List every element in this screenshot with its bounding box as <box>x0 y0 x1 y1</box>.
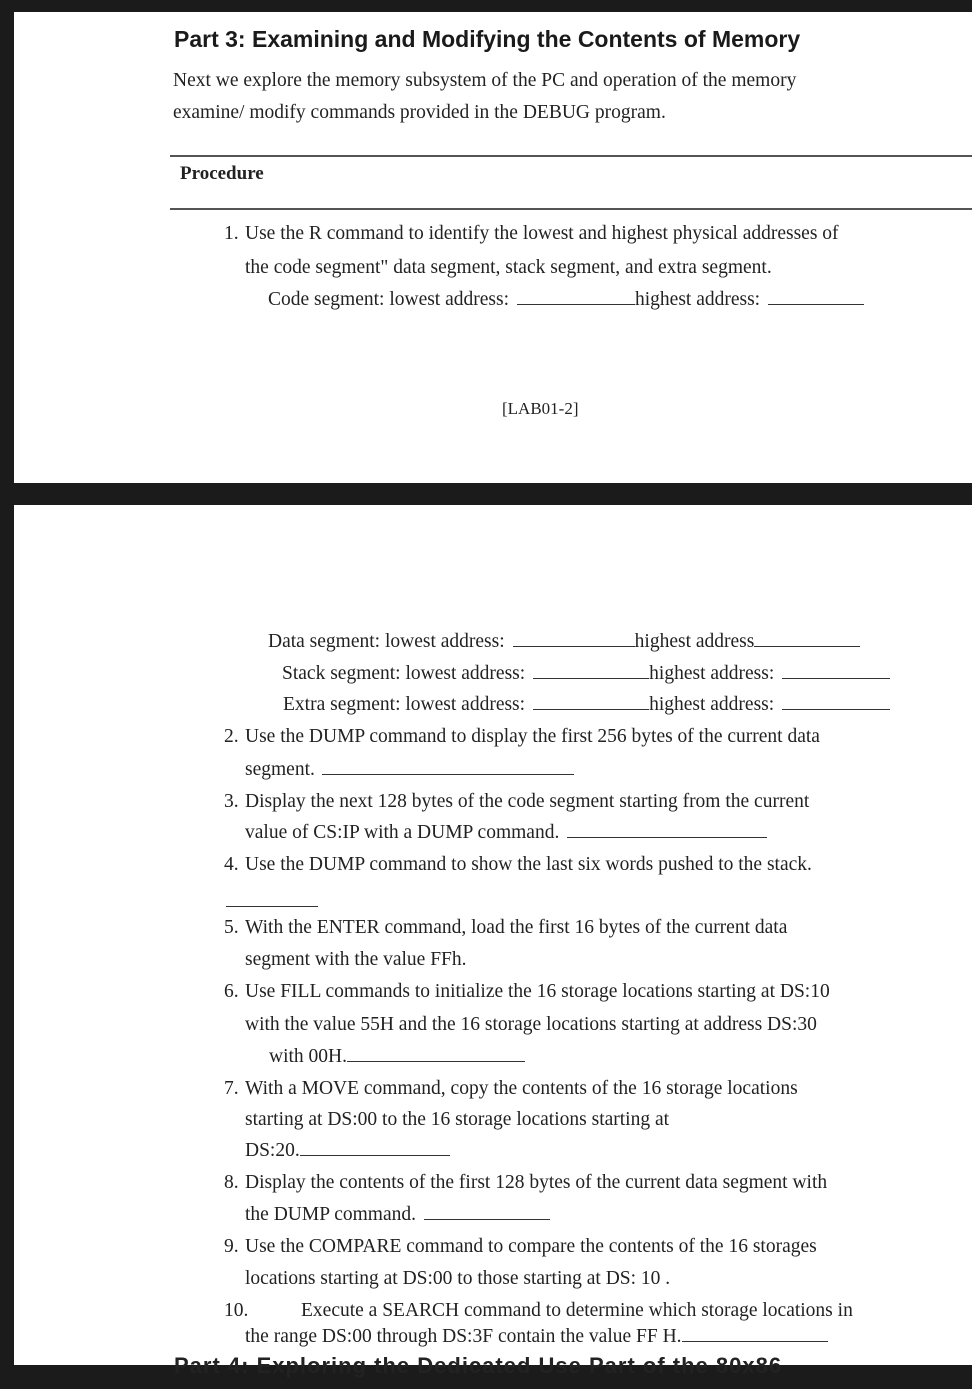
document-page-2 <box>14 505 972 1378</box>
step-4-blank[interactable] <box>226 905 318 907</box>
step-5-line-1: With the ENTER command, load the first 16 bytes of the current data <box>245 917 788 938</box>
step-8-number: 8. <box>224 1172 239 1193</box>
document-page-1 <box>14 12 972 483</box>
step-3-number: 3. <box>224 791 239 812</box>
step-2-line-2: segment. <box>245 759 574 781</box>
extra-low-label: Extra segment: lowest address: <box>283 694 526 715</box>
step-9-line-1: Use the COMPARE command to compare the contents of the 16 storages <box>245 1236 817 1257</box>
code-segment-row <box>268 289 864 311</box>
code-high-label: highest address: <box>635 289 761 310</box>
data-high-blank[interactable] <box>754 645 860 647</box>
step-6-line-1: Use FILL commands to initialize the 16 storage locations starting at DS:10 <box>245 981 830 1002</box>
data-low-label: Data segment: lowest address: <box>268 631 505 652</box>
step-6-line-2: with the value 55H and the 16 storage locations starting at address DS:30 <box>245 1014 817 1035</box>
stack-low-blank[interactable] <box>533 677 649 679</box>
data-high-label: highest address <box>634 631 755 652</box>
procedure-heading: Procedure <box>180 163 264 184</box>
code-high-blank[interactable] <box>768 303 864 305</box>
step-3-blank[interactable] <box>567 836 767 838</box>
step-4-line-1: Use the DUMP command to show the last six words pushed to the stack. <box>245 854 812 875</box>
extra-high-label: highest address: <box>649 694 775 715</box>
page-label: [LAB01-2] <box>502 399 579 418</box>
stack-segment-row <box>282 663 890 685</box>
step-8-line-1: Display the contents of the first 128 bytes of the current data segment with <box>245 1172 828 1193</box>
stack-low-label: Stack segment: lowest address: <box>282 663 526 684</box>
step-2-line-1: Use the DUMP command to display the first 256 bytes of the current data <box>245 726 820 747</box>
divider-bottom <box>170 208 972 210</box>
step-6-number: 6. <box>224 981 239 1002</box>
extra-high-blank[interactable] <box>782 708 890 710</box>
step-9-line-2: locations starting at DS:00 to those starting at DS: 10 . <box>245 1268 671 1289</box>
step-7-line-2: starting at DS:00 to the 16 storage locations starting at <box>245 1109 670 1130</box>
step-3-line-2: value of CS:IP with a DUMP command. <box>245 822 767 844</box>
step-1-number: 1. <box>224 223 239 244</box>
step-7-line-3: DS:20. <box>245 1140 450 1162</box>
step-3-line-1: Display the next 128 bytes of the code segment starting from the current <box>245 791 810 812</box>
stack-high-blank[interactable] <box>782 677 890 679</box>
data-segment-row <box>268 631 860 653</box>
extra-low-blank[interactable] <box>533 708 649 710</box>
step-10-line-1: Execute a SEARCH command to determine which storage locations in <box>301 1300 853 1321</box>
step-5-number: 5. <box>224 917 239 938</box>
step-2-blank[interactable] <box>322 773 574 775</box>
intro-line-1: Next we explore the memory subsystem of the PC and operation of the memory <box>173 70 797 91</box>
step-6-line-3: with 00H. <box>269 1046 525 1068</box>
extra-segment-row <box>283 694 890 716</box>
data-low-blank[interactable] <box>513 645 635 647</box>
next-part-heading-cut: Part 4: Exploring the Dedicated Use Part of the 80x86 <box>174 1353 783 1378</box>
step-6-blank[interactable] <box>347 1060 525 1062</box>
step-9-number: 9. <box>224 1236 239 1257</box>
step-10-number: 10. <box>224 1300 249 1321</box>
code-low-blank[interactable] <box>517 303 635 305</box>
step-5-line-2: segment with the value FFh. <box>245 949 467 970</box>
part-title: Part 3: Examining and Modifying the Contents of Memory <box>174 26 801 52</box>
step-7-blank[interactable] <box>300 1154 450 1156</box>
code-low-label: Code segment: lowest address: <box>268 289 509 310</box>
step-4-number: 4. <box>224 854 239 875</box>
step-2-number: 2. <box>224 726 239 747</box>
divider-top <box>170 155 972 157</box>
step-8-line-2: the DUMP command. <box>245 1204 550 1226</box>
step-7-line-1: With a MOVE command, copy the contents of the 16 storage locations <box>245 1078 798 1099</box>
step-7-number: 7. <box>224 1078 239 1099</box>
intro-line-2: examine/ modify commands provided in the DEBUG program. <box>173 102 666 123</box>
step-1-line-1: Use the R command to identify the lowest and highest physical addresses of <box>245 223 839 244</box>
step-10-blank[interactable] <box>682 1340 828 1342</box>
stack-high-label: highest address: <box>649 663 775 684</box>
step-8-blank[interactable] <box>424 1218 550 1220</box>
step-10-line-2: the range DS:00 through DS:3F contain the value FF H. <box>245 1326 828 1348</box>
step-1-line-2: the code segment" data segment, stack segment, and extra segment. <box>245 257 772 278</box>
